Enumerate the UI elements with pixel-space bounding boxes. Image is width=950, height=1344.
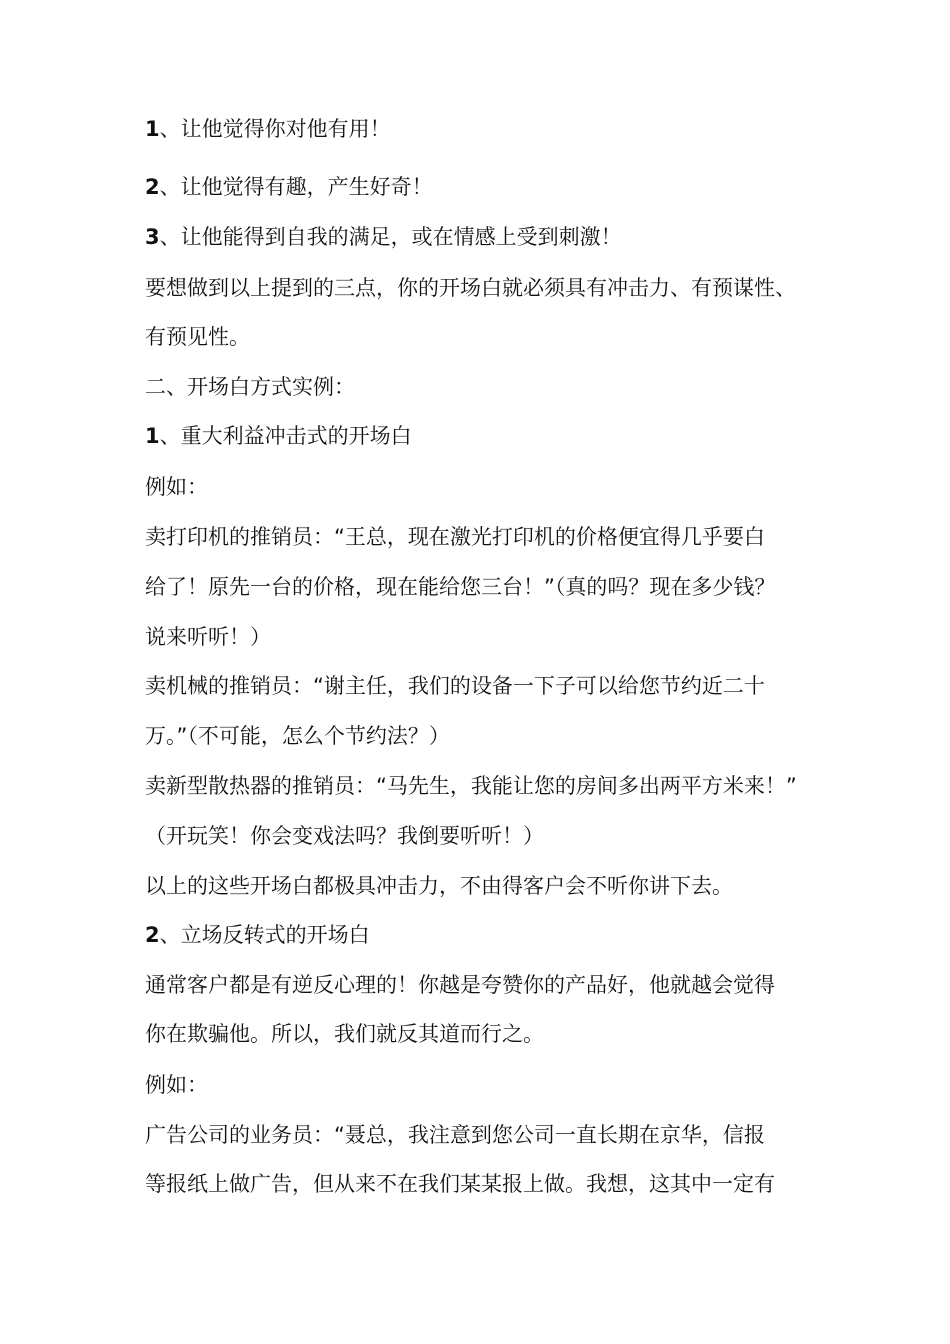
paragraph-line (145, 774, 797, 799)
section-heading (145, 375, 355, 400)
paragraph-line (145, 973, 775, 998)
paragraph-line (145, 276, 796, 301)
subsection-heading (145, 424, 412, 449)
paragraph-line (145, 525, 765, 550)
item-text: 、让他觉得有趣，产生好奇！ (159, 175, 433, 199)
paragraph-line (145, 824, 544, 849)
list-item (145, 225, 622, 250)
paragraph-line (145, 1123, 765, 1148)
paragraph-line (145, 1022, 544, 1047)
paragraph-line (145, 1073, 208, 1098)
item-number: 3 (145, 225, 160, 249)
line-text: 卖新型散热器的推销员：“马先生，我能让您的房间多出两平方米来！” (145, 774, 797, 798)
line-text: 给了！原先一台的价格，现在能给您三台！”（真的吗？现在多少钱？ (145, 575, 776, 599)
item-text: 、重大利益冲击式的开场白 (159, 424, 412, 448)
paragraph-line (145, 874, 733, 899)
list-item (145, 117, 391, 142)
line-text: 二、开场白方式实例： (145, 375, 355, 399)
line-text: 有预见性。 (145, 325, 250, 349)
item-number: 1 (145, 424, 160, 448)
paragraph-line (145, 1172, 775, 1197)
line-text: 广告公司的业务员：“聂总，我注意到您公司一直长期在京华，信报 (145, 1123, 765, 1147)
paragraph-line (145, 475, 208, 500)
line-text: 例如： (145, 1073, 208, 1097)
item-text: 、让他觉得你对他有用！ (159, 117, 391, 141)
line-text: 例如： (145, 475, 208, 499)
line-text: 等报纸上做广告，但从来不在我们某某报上做。我想，这其中一定有 (145, 1172, 775, 1196)
line-text: （开玩笑！你会变戏法吗？我倒要听听！） (145, 824, 544, 848)
line-text: 通常客户都是有逆反心理的！你越是夸赞你的产品好，他就越会觉得 (145, 973, 775, 997)
line-text: 要想做到以上提到的三点，你的开场白就必须具有冲击力、有预谋性、 (145, 276, 796, 300)
item-number: 2 (145, 175, 160, 199)
line-text: 卖打印机的推销员：“王总，现在激光打印机的价格便宜得几乎要白 (145, 525, 765, 549)
paragraph-line (145, 724, 450, 749)
subsection-heading (145, 923, 370, 948)
item-text: 、让他能得到自我的满足，或在情感上受到刺激！ (159, 225, 622, 249)
line-text: 以上的这些开场白都极具冲击力，不由得客户会不听你讲下去。 (145, 874, 733, 898)
item-number: 1 (145, 117, 160, 141)
list-item (145, 175, 433, 200)
paragraph-line (145, 575, 775, 600)
paragraph-line (145, 625, 271, 650)
paragraph-line (145, 325, 250, 350)
line-text: 你在欺骗他。所以，我们就反其道而行之。 (145, 1022, 544, 1046)
line-text: 卖机械的推销员：“谢主任，我们的设备一下子可以给您节约近二十 (145, 674, 765, 698)
line-text: 说来听听！） (145, 625, 271, 649)
item-text: 、立场反转式的开场白 (159, 923, 370, 947)
paragraph-line (145, 674, 765, 699)
item-number: 2 (145, 923, 160, 947)
line-text: 万。”（不可能，怎么个节约法？） (145, 724, 450, 748)
